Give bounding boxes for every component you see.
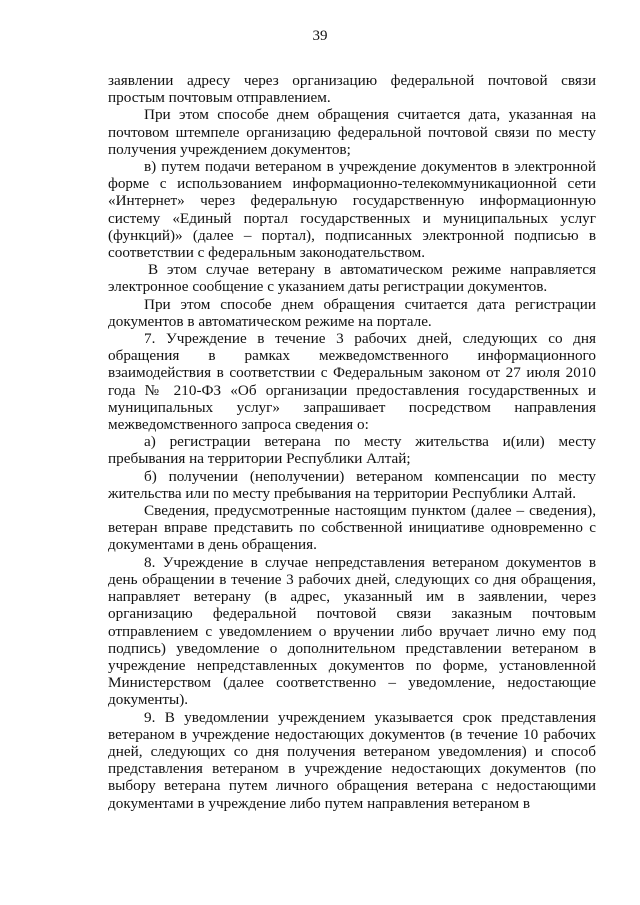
- page-number: 39: [312, 28, 328, 44]
- paragraph: Сведения, предусмотренные настоящим пунктом (далее – сведения), ветеран вправе представить по собственной инициативе одновременно с документами в день обращения.: [108, 502, 596, 554]
- paragraph: 7. Учреждение в течение 3 рабочих дней, следующих со дня обращения в рамках межведомственного информационного взаимодействия в соответствии с Федеральным законом от 27 июля 2010 года № 210-ФЗ «Об организации предоставления государственных и муниципальных услуг» запрашивает посредством направления межведомственного запроса сведения о:: [108, 330, 596, 434]
- document-body: [108, 72, 596, 812]
- paragraph: 8. Учреждение в случае непредставления ветераном документов в день обращении в течение 3 рабочих дней, следующих со дня обращения, направляет ветерану (в адрес, указанный им в заявлении, через организацию федеральной почтовой связи заказным почтовым отправлением с уведомлением о вручении либо вручает лично ему под подпись) уведомление о дополнительном представлении ветераном в учреждение непредставленных документов по форме, установленной Министерством (далее соответственно – уведомление, недостающие документы).: [108, 553, 596, 709]
- paragraph: В этом случае ветерану в автоматическом режиме направляется электронное сообщение с указанием даты регистрации документов.: [108, 261, 596, 296]
- paragraph: При этом способе днем обращения считается дата, указанная на почтовом штемпеле организацию федеральной почтовой связи по месту получения учреждением документов;: [108, 106, 596, 158]
- paragraph: б) получении (неполучении) ветераном компенсации по месту жительства или по месту пребывания на территории Республики Алтай.: [108, 467, 596, 502]
- paragraph: заявлении адресу через организацию федеральной почтовой связи простым почтовым отправлением.: [108, 72, 596, 107]
- paragraph: а) регистрации ветерана по месту жительства и(или) месту пребывания на территории Республики Алтай;: [108, 433, 596, 468]
- paragraph: 9. В уведомлении учреждением указывается срок представления ветераном в учреждение недостающих документов (в течение 10 рабочих дней, следующих со дня получения ветераном уведомления) и способ представления ветераном в учреждение недостающих документов (по выбору ветерана путем личного обращения ветерана с недостающими документами в учреждение либо путем направления ветераном в: [108, 708, 596, 812]
- paragraph: При этом способе днем обращения считается дата регистрации документов в автоматическом режиме на портале.: [108, 295, 596, 330]
- paragraph: в) путем подачи ветераном в учреждение документов в электронной форме с использованием информационно-телекоммуникационной сети «Интернет» через федеральную государственную информационную систему «Единый портал государственных и муниципальных услуг (функций)» (далее – портал), подписанных электронной подписью в соответствии с федеральным законодательством.: [108, 158, 596, 262]
